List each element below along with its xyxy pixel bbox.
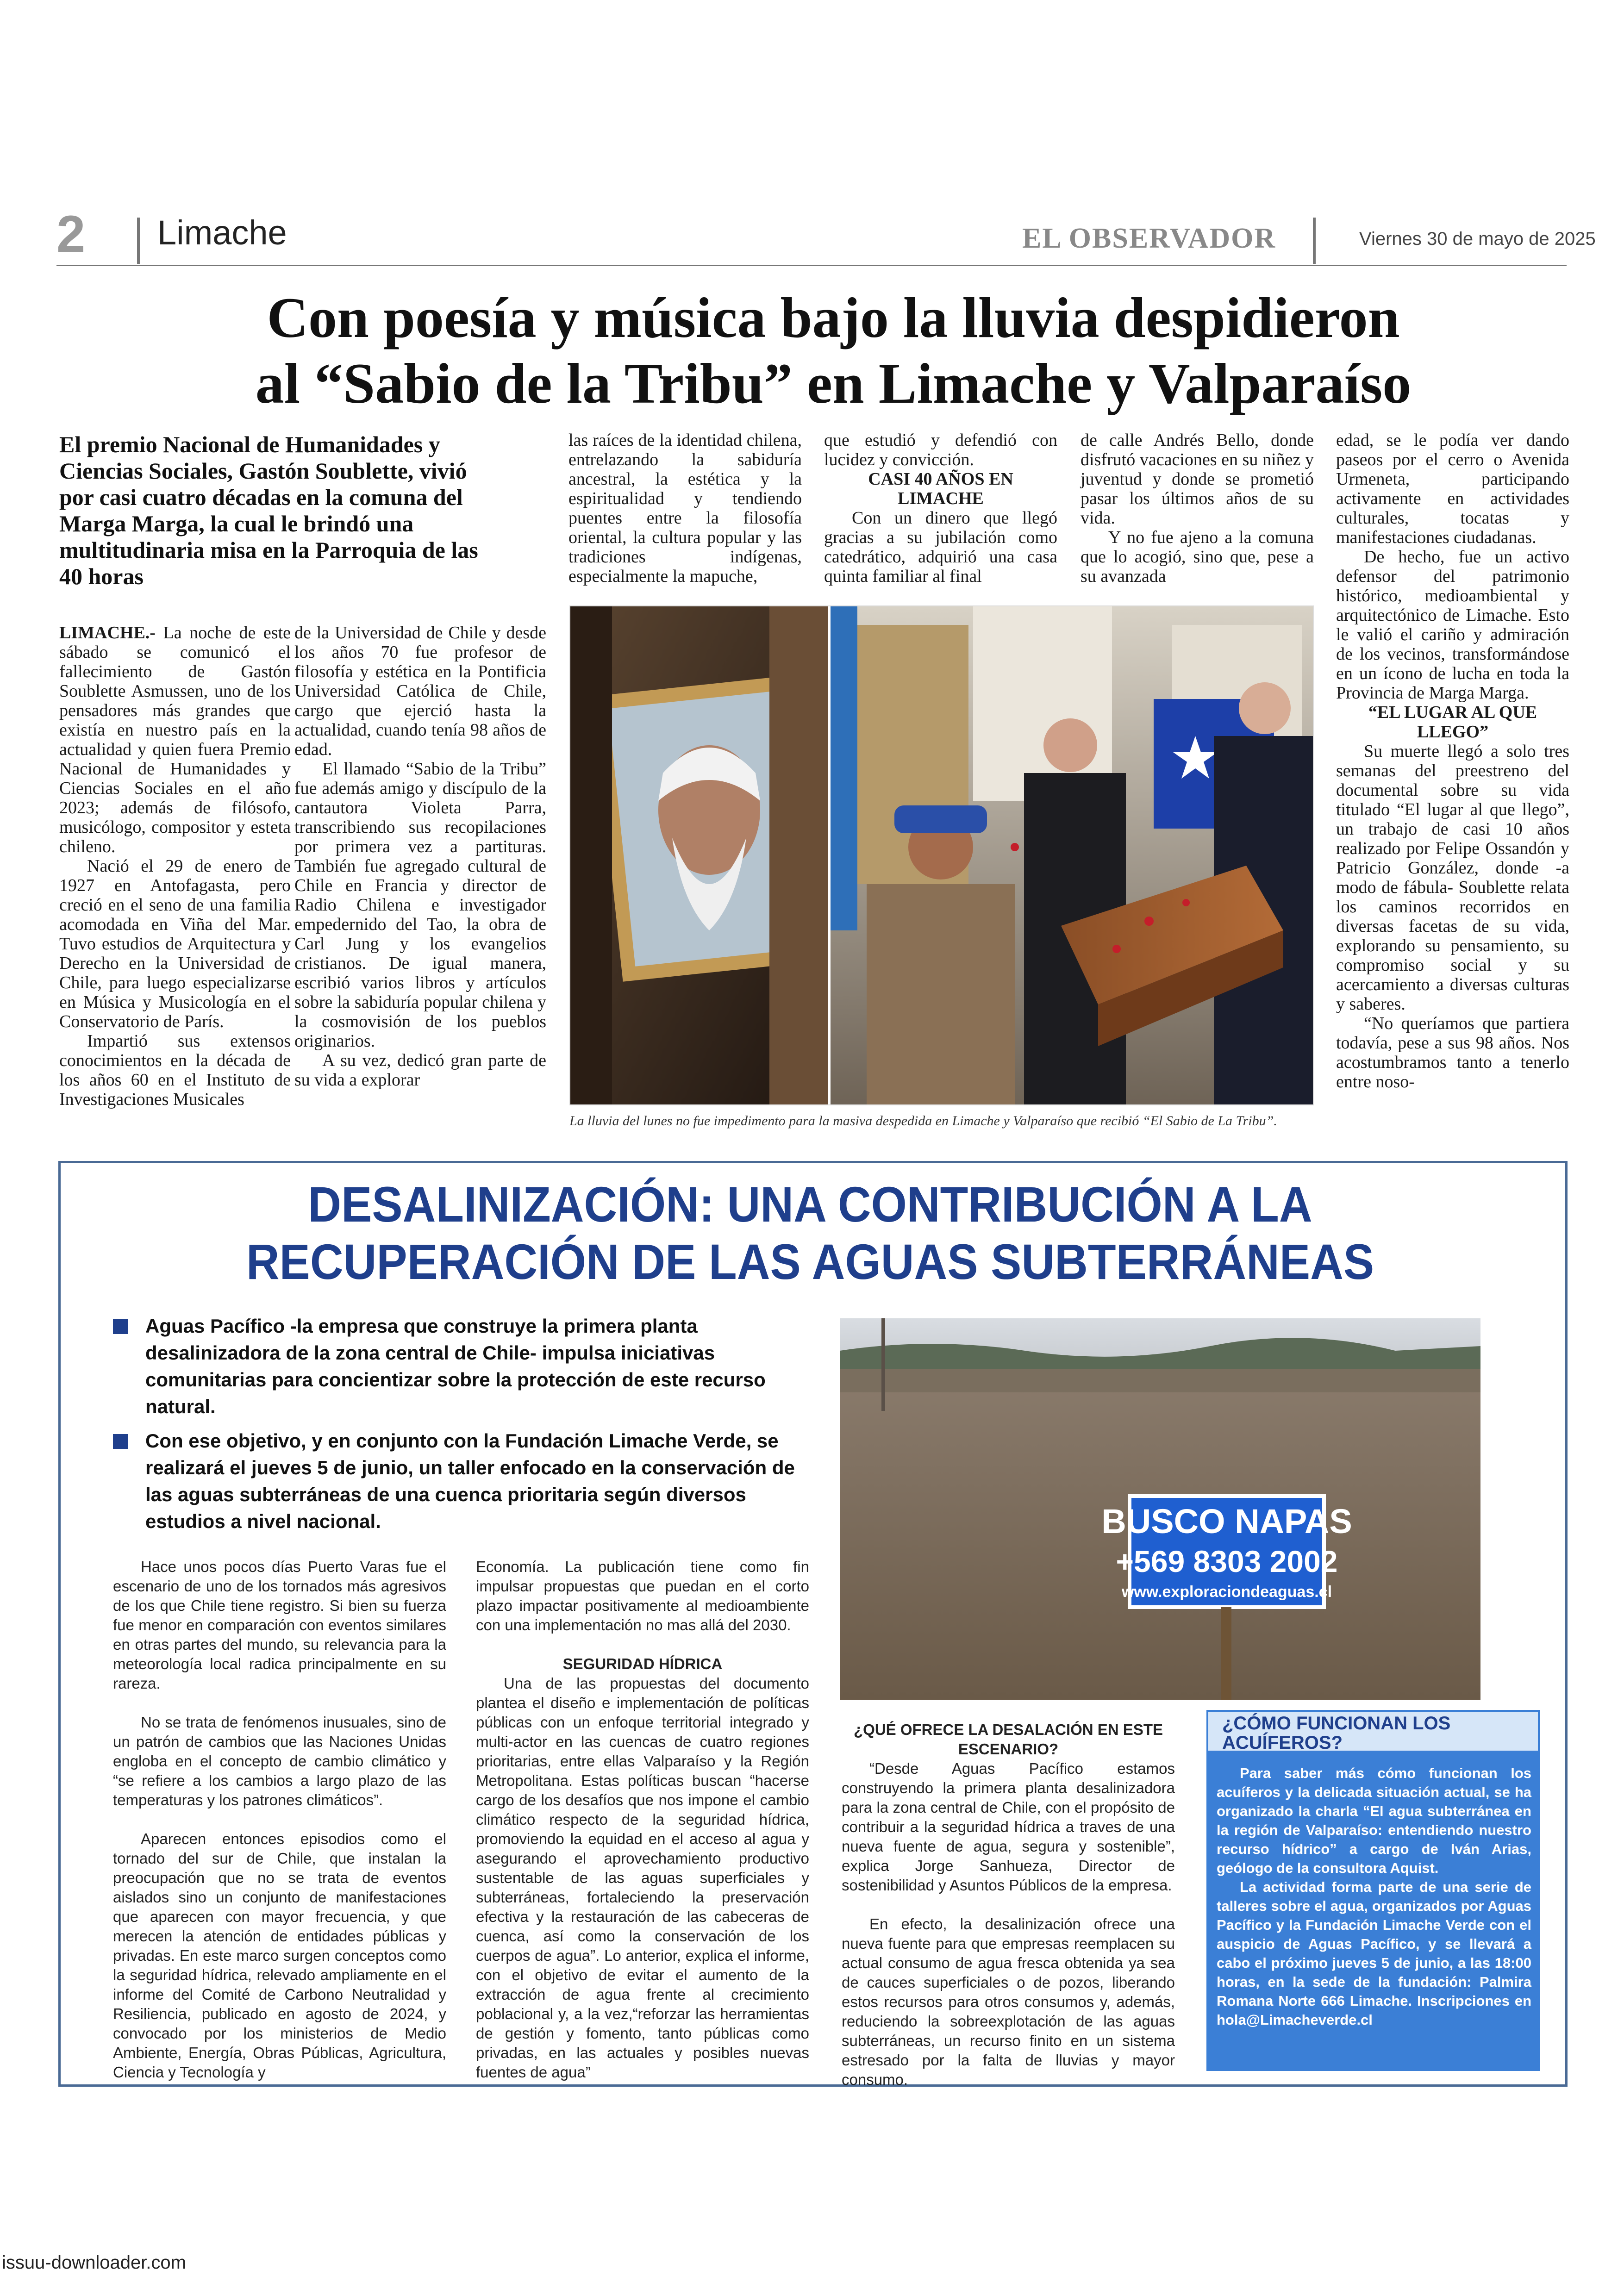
paragraph: Nació el 29 de enero de 1927 en Antofagasta, pero creció en el seno de una familia acomodada en Viña del Mar. Tuvo estudios de Arquitectura y Derecho en la Universidad de Chile, para luego especializarse en Música y Musicología en el Conservatorio de París. xyxy=(59,856,291,1031)
paragraph: de calle Andrés Bello, donde disfrutó vacaciones en su niñez y juventud y donde se prometió pasar los últimos años de su vida. xyxy=(1081,430,1314,528)
paragraph: que estudió y defendió con lucidez y convicción. xyxy=(824,430,1057,469)
article-column-5 xyxy=(1081,430,1314,586)
paragraph: Una de las propuestas del documento plantea el diseño e implementación de políticas públicas con un enfoque territorial integrado y multi-actor en las cuencas de cuatro regiones prioritarias, entre ellas Valparaíso y la Región Metropolitana. Estas políticas buscan “hacerse cargo de los desafíos que nos impone el cambio climático respecto de la seguridad hídrica, promoviendo la equidad en el acceso al agua y asegurando el aprovechamiento productivo sustentable de las aguas superficiales y subterráneas, fortaleciendo la preservación efectiva y la restauración de las cabeceras de cuenca, así como la conservación de los cuerpos de agua”. Lo anterior, explica el informe, con el objetivo de evitar el aumento de la extracción de agua frente al crecimiento poblacional y, a la vez,“reforzar las herramientas de gestión y fomento, tanto públicas como privadas, en las actuales y posibles nuevas fuentes de agua” xyxy=(476,1675,809,2081)
article-column-2 xyxy=(294,623,546,1090)
article-column-1 xyxy=(59,623,291,1109)
title-line-1: DESALINIZACIÓN: UNA CONTRIBUCIÓN A LA xyxy=(308,1176,1312,1232)
paragraph: “No queríamos que partiera todavía, pese a sus 98 años. Nos acostumbramos tanto a tenerlo entre noso- xyxy=(1336,1014,1569,1091)
square-bullet-icon xyxy=(113,1434,128,1449)
funeral-photo xyxy=(569,605,1314,1105)
paragraph: De hecho, fue un activo defensor del patrimonio histórico, medioambiental y arquitectónico de Limache. Esto le valió el cariño y admiración de los vecinos, transformándose en un ícono de lucha en toda la Provincia de Marga Marga. xyxy=(1336,547,1569,703)
subheading: CASI 40 AÑOS EN LIMACHE xyxy=(868,469,1013,508)
paragraph: La noche de este sábado se comunicó el fallecimiento de Gastón Soublette Asmussen, uno de los pensadores más grandes que existía en nuestro país en la actualidad y quien fuera Premio Nacional de Humanidades y Ciencias Sociales en el año 2023; además de filósofo, musicólogo, compositor y esteta chileno. xyxy=(59,623,291,856)
paragraph: “Desde Aguas Pacífico estamos construyendo la primera planta desalinizadora para la zona central de Chile, con el propósito de contribuir a la seguridad hídrica a traves de una nueva fuente de agua, segura y sostenible”, explica Jorge Sanhueza, Director de sostenibilidad y Asuntos Públicos de la empresa. xyxy=(842,1760,1175,1894)
paragraph: Para saber más cómo funcionan los acuíferos y la delicada situación actual, se ha organizado la charla “El agua subterránea en la región de Valparaíso: entendiendo nuestro recurso hídrico” a cargo de Iván Arias, geólogo de la consultora Aquist. xyxy=(1217,1765,1531,1876)
paragraph: La actividad forma parte de una serie de talleres sobre el agua, organizados por Aguas Pacífico y la Fundación Limache Verde con el auspicio de Aguas Pacífico, y se llevará a cabo el próximo jueves 5 de junio, a las 18:00 horas, en la sede de la fundación: Palmira Romana Norte 666 Limache. Inscripciones en hola@Limacheverde.cl xyxy=(1217,1879,1531,2028)
dateline: LIMACHE.- xyxy=(59,623,156,642)
bullet-item: Aguas Pacífico -la empresa que construye la primera planta desalinizadora de la zona central de Chile- impulsa iniciativas comunitarias para concientizar sobre la protección de este recurso natural. xyxy=(113,1313,807,1420)
article-column-6 xyxy=(1336,430,1569,1091)
square-bullet-icon xyxy=(113,1319,128,1334)
sponsored-column-2 xyxy=(476,1557,809,2102)
paragraph: El llamado “Sabio de la Tribu” fue además amigo y discípulo de la cantautora Violeta Parra, transcribiendo sus recopilaciones por primera vez a partituras. También fue agregado cultural de Chile en Francia y director de Radio Chilena e investigador empedernido del Tao, la obra de Carl Jung y los evangelios cristianos. De igual manera, escribió varios libros y artículos sobre la sabiduría popular chilena y la cosmovisión de los pueblos originarios. xyxy=(294,759,546,1051)
bullet-item: Con ese objetivo, y en conjunto con la Fundación Limache Verde, se realizará el jueves 5 de junio, un taller enfocado en la conservación de las aguas subterráneas de una cuenca prioritaria según diversos estudios a nivel nacional. xyxy=(113,1428,807,1535)
subheading: “EL LUGAR AL QUE LLEGO” xyxy=(1368,703,1537,742)
sidebar-title: ¿CÓMO FUNCIONAN LOS ACUÍFEROS? xyxy=(1222,1713,1451,1753)
header-divider-2 xyxy=(1313,218,1316,264)
paragraph: Economía. La publicación tiene como fin impulsar propuestas que puedan en el corto plazo impactar positivamente al medioambiente con una implementación no mas allá del 2030. xyxy=(476,1558,809,1634)
newspaper-name: EL OBSERVADOR xyxy=(1022,223,1276,254)
summary-bullets xyxy=(113,1313,807,1542)
paragraph: las raíces de la identidad chilena, entrelazando la sabiduría ancestral, la estética y la espiritualidad y tendiendo puentes entre la filosofía oriental, la cultura popular y las tradiciones indígenas, especialmente la mapuche, xyxy=(568,430,802,586)
funeral-photo-illustration xyxy=(570,606,1314,1105)
article-column-4 xyxy=(824,430,1057,586)
title-line-2: al “Sabio de la Tribu” en Limache y Valparaíso xyxy=(255,352,1412,415)
paragraph: En efecto, la desalinización ofrece una nueva fuente para que empresas reemplacen su actual consumo de agua fresca obtenida ya sea de cauces superficiales o de pozos, liberando estos recursos para otros consumos y, además, reduciendo la sobreexplotación de las aguas subterráneas, un recurso finito en un sistema estresado por la falta de lluvias y mayor consumo. xyxy=(842,1915,1175,2088)
paragraph: No se trata de fenómenos inusuales, sino de un patrón de cambios que las Naciones Unidas engloba en el concepto de cambio climático y “se refiere a los cambios a largo plazo de las temperaturas y los patrones climáticos”. xyxy=(113,1714,446,1809)
subheading: ¿QUÉ OFRECE LA DESALACIÓN EN ESTE ESCENARIO? xyxy=(854,1721,1163,1758)
photo-caption: La lluvia del lunes no fue impedimento para la masiva despedida en Limache y Valparaíso que recibió “El Sabio de La Tribu”. xyxy=(569,1113,1277,1129)
issue-date: Viernes 30 de mayo de 2025 xyxy=(1359,229,1596,249)
paragraph: A su vez, dedicó gran parte de su vida a explorar xyxy=(294,1051,546,1090)
header-divider xyxy=(137,218,140,264)
sponsored-article-title xyxy=(193,1176,1428,1291)
title-line-1: Con poesía y música bajo la lluvia despidieron xyxy=(267,286,1400,349)
article-title xyxy=(139,285,1528,417)
paragraph: Impartió sus extensos conocimientos en la década de los años 60 en el Instituto de Investigaciones Musicales xyxy=(59,1031,291,1109)
section-name: Limache xyxy=(157,213,287,252)
paragraph: edad, se le podía ver dando paseos por el cerro o Avenida Urmeneta, participando activamente en actividades culturales, tocatas y manifestaciones ciudadanas. xyxy=(1336,430,1569,547)
watermark: issuu-downloader.com xyxy=(2,2252,186,2273)
paragraph: Y no fue ajeno a la comuna que lo acogió, sino que, pese a su avanzada xyxy=(1081,528,1314,586)
paragraph: Aparecen entonces episodios como el tornado del sur de Chile, que instalan la preocupación que no se trata de eventos aislados sino un conjunto de manifestaciones que aparecen con mayor frecuencia, y que merecen la atención de entidades públicas y privadas. En este marco surgen conceptos como la seguridad hídrica, relevado ampliamente en el informe del Comité de Carbono Neutralidad y Resiliencia, publicado en agosto de 2024, y convocado por los ministerios de Medio Ambiente, Energía, Obras Públicas, Agricultura, Ciencia y Tecnología y xyxy=(113,1830,446,2081)
sign-line-2: +569 8303 2002 xyxy=(1116,1544,1338,1578)
page-number: 2 xyxy=(56,205,86,263)
subheading: SEGURIDAD HÍDRICA xyxy=(562,1655,723,1672)
busco-napas-photo xyxy=(840,1318,1480,1700)
title-line-2: RECUPERACIÓN DE LAS AGUAS SUBTERRÁNEAS xyxy=(246,1234,1374,1290)
busco-napas-photo-illustration xyxy=(840,1318,1480,1700)
sidebar-body xyxy=(1217,1764,1531,2029)
article-column-3 xyxy=(568,430,802,586)
paragraph: Con un dinero que llegó gracias a su jubilación como catedrático, adquirió una casa quinta familiar al final xyxy=(824,508,1057,586)
sponsored-column-3 xyxy=(842,1720,1175,2109)
article-lead: El premio Nacional de Humanidades y Ciencias Sociales, Gastón Soublette, vivió por casi cuatro décadas en la comuna del Marga Marga, la cual le brindó una multitudinaria misa en la Parroquia de las 40 horas xyxy=(59,431,478,589)
paragraph: Su muerte llegó a solo tres semanas del preestreno del documental sobre su vida titulado “El lugar al que llego”, un trabajo de casi 10 años realizado por Felipe Ossandón y Patricio González, donde -a modo de fábula- Soublette relata los caminos recorridos en diversas facetas de su vida, explorando su pensamiento, su compromiso social y su acercamiento a diversas culturas y saberes. xyxy=(1336,742,1569,1014)
paragraph: de la Universidad de Chile y desde los años 70 fue profesor de filosofía y estética en la Pontificia Universidad Católica de Chile, cargo que ejerció hasta la actualidad, cuando tenía 98 años de edad. xyxy=(294,623,546,759)
header-rule xyxy=(56,265,1567,266)
sign-line-1: BUSCO NAPAS xyxy=(1101,1502,1352,1540)
paragraph: Hace unos pocos días Puerto Varas fue el escenario de uno de los tornados más agresivos de los que Chile tiene registro. Si bien su fuerza fue menor en comparación con eventos similares en otras partes del mundo, su relevancia para la meteorología local radica principalmente en su rareza. xyxy=(113,1558,446,1692)
sign-line-3: www.exploraciondeaguas.cl xyxy=(1121,1583,1332,1601)
sponsored-column-1 xyxy=(113,1557,446,2102)
